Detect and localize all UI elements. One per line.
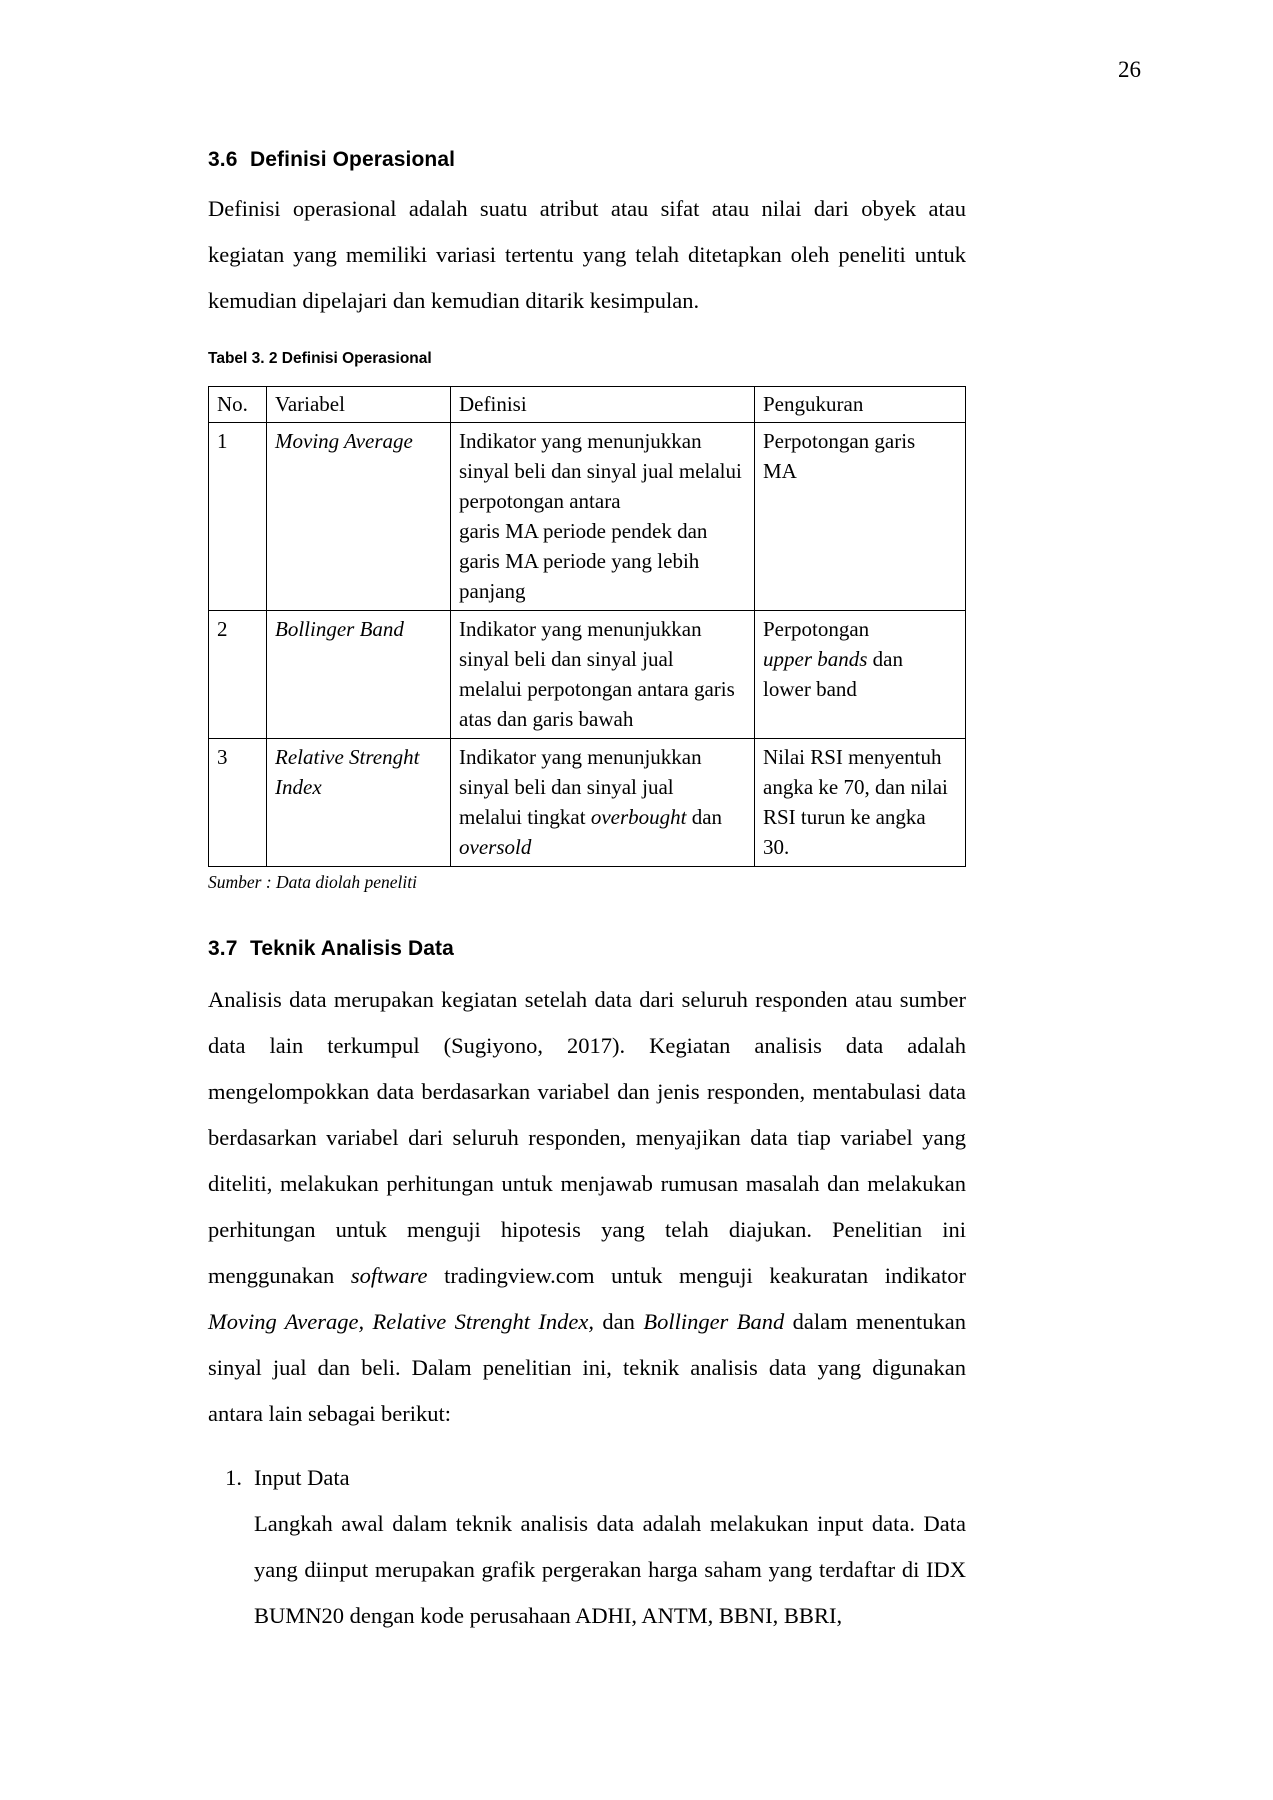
row2-definisi-line: atas dan garis bawah (459, 707, 634, 731)
par37-part1: Analisis data merupakan kegiatan setelah data dari seluruh responden atau sumber data lain terkumpul (Sugiyono, 2017). Kegiatan analisis data adalah mengelompokkan data berdasarkan variabel dan jenis responden, mentabulasi data berdasarkan variabel dari seluruh responden, menyajikan data tiap variabel yang diteliti, melakukan perhitungan untuk menjawab rumusan masalah dan melakukan perhitungan untuk menguji hipotesis yang telah diajukan. Penelitian ini menggunakan (208, 987, 966, 1288)
table-header-row (209, 387, 966, 423)
par37-italic-bollinger: Bollinger Band (643, 1309, 785, 1334)
row2-pengukuran-italic: upper bands (763, 647, 868, 671)
row2-no: 2 (209, 611, 267, 739)
row1-definisi (451, 423, 755, 611)
list-item-title: Input Data (254, 1465, 350, 1490)
table-header-pengukuran: Pengukuran (755, 387, 966, 423)
row2-pengukuran-last: lower band (763, 677, 857, 701)
table-header-no: No. (209, 387, 267, 423)
row2-variabel (267, 611, 451, 739)
list-item (208, 1455, 966, 1639)
par37-italic-indicators: Moving Average, Relative Strenght Index, (208, 1309, 595, 1334)
row1-definisi-line: panjang (459, 579, 526, 603)
row1-no: 1 (209, 423, 267, 611)
row2-definisi (451, 611, 755, 739)
row3-pengukuran-line: RSI turun ke angka (763, 805, 926, 829)
heading-3-6-title: Definisi Operasional (250, 148, 456, 171)
page-content (208, 148, 966, 1639)
row3-no: 3 (209, 739, 267, 867)
row3-definisi-line3-italic: overbought (590, 805, 687, 829)
row3-definisi-line4-italic: oversold (459, 835, 532, 859)
row2-pengukuran-pre: Perpotongan (763, 617, 870, 641)
row1-variabel-text: Moving Average (275, 429, 413, 453)
row3-pengukuran-line: Nilai RSI menyentuh (763, 745, 942, 769)
par37-part3: dan (594, 1309, 644, 1334)
definisi-operasional-table (208, 386, 966, 867)
table-row (209, 611, 966, 739)
row2-definisi-line: melalui perpotongan antara garis (459, 677, 735, 701)
row2-definisi-line: Indikator yang menunjukkan (459, 617, 702, 641)
table-header-definisi: Definisi (451, 387, 755, 423)
row1-pengukuran-line: MA (763, 459, 797, 483)
row1-variabel (267, 423, 451, 611)
row1-definisi-line: perpotongan antara (459, 489, 621, 513)
row3-definisi-line3-pre: melalui tingkat (459, 805, 591, 829)
row1-definisi-line: sinyal beli dan sinyal jual melalui (459, 459, 742, 483)
heading-3-6-number: 3.6 (208, 148, 238, 171)
page-number: 26 (1118, 57, 1141, 82)
row2-definisi-line: sinyal beli dan sinyal jual (459, 647, 674, 671)
row3-pengukuran-line: angka ke 70, dan nilai (763, 775, 948, 799)
table-row (209, 739, 966, 867)
par37-part4: dalam menentukan sinyal jual dan beli. Dalam penelitian ini, teknik analisis data yang digunakan antara lain sebagai berikut: (208, 1309, 966, 1426)
list-item-body (254, 1455, 966, 1639)
row3-variabel-text: Relative Strenght Index (275, 745, 420, 799)
row1-pengukuran (755, 423, 966, 611)
table-header-variabel: Variabel (267, 387, 451, 423)
heading-3-7-title: Teknik Analisis Data (250, 937, 454, 960)
row3-pengukuran (755, 739, 966, 867)
row2-pengukuran (755, 611, 966, 739)
table-row (209, 423, 966, 611)
row1-pengukuran-line: Perpotongan garis (763, 429, 916, 453)
numbered-list (208, 1455, 966, 1639)
table-caption: Tabel 3. 2 Definisi Operasional (208, 350, 432, 367)
table-source-note: Sumber : Data diolah peneliti (208, 872, 418, 892)
row3-definisi-line3-post: dan (686, 805, 723, 829)
row1-definisi-line: garis MA periode pendek dan (459, 519, 708, 543)
row1-definisi-line: Indikator yang menunjukkan (459, 429, 702, 453)
row1-definisi-line: garis MA periode yang lebih (459, 549, 700, 573)
row3-pengukuran-line: 30. (763, 835, 790, 859)
row3-variabel (267, 739, 451, 867)
list-item-marker: 1. (225, 1465, 242, 1490)
row2-pengukuran-post: dan (867, 647, 903, 671)
heading-3-7 (208, 937, 966, 961)
row3-definisi-line1: Indikator yang menunjukkan (459, 745, 702, 769)
paragraph-definisi-operasional: Definisi operasional adalah suatu atribut atau sifat atau nilai dari obyek atau kegiatan yang memiliki variasi tertentu yang telah ditetapkan oleh peneliti untuk kemudian dipelajari dan kemudian ditarik kesimpulan. (208, 196, 966, 313)
row2-variabel-text: Bollinger Band (275, 617, 404, 641)
row3-definisi (451, 739, 755, 867)
heading-3-7-number: 3.7 (208, 937, 238, 960)
par37-part2: tradingview.com untuk menguji keakuratan indikator (427, 1263, 966, 1288)
list-item-text: Langkah awal dalam teknik analisis data adalah melakukan input data. Data yang diinput merupakan grafik pergerakan harga saham yang terdaftar di IDX BUMN20 dengan kode perusahaan ADHI, ANTM, BBNI, BBRI, (254, 1511, 966, 1628)
paragraph-teknik-analisis-data (208, 977, 966, 1437)
heading-3-6 (208, 148, 966, 172)
row3-definisi-line2: sinyal beli dan sinyal jual (459, 775, 674, 799)
par37-italic-software: software (350, 1263, 428, 1288)
